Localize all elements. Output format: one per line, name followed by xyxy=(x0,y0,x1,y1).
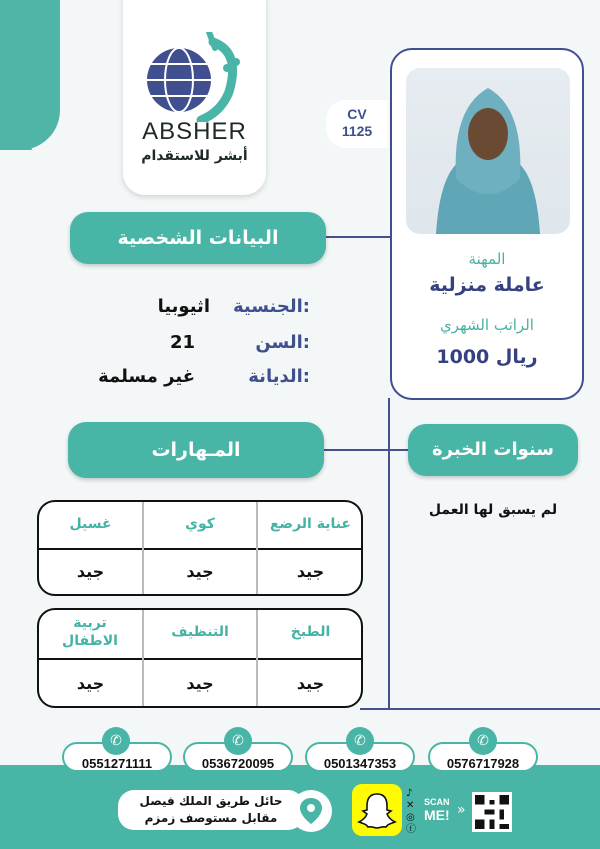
phone-icon: ✆ xyxy=(346,727,374,755)
skill-rating: جيد xyxy=(76,674,105,693)
x-icon[interactable]: ✕ xyxy=(406,800,415,811)
phone-icon: ✆ xyxy=(469,727,497,755)
skill-name: عناية الرضع xyxy=(269,516,351,532)
age-label: السن: xyxy=(255,332,310,353)
phone-number[interactable]: 0536720095 xyxy=(183,742,293,772)
skill-rating: جيد xyxy=(186,562,214,581)
experience-heading: سنوات الخبرة xyxy=(408,424,578,476)
tiktok-icon[interactable]: ♪ xyxy=(406,788,413,799)
location-pin-icon[interactable] xyxy=(290,790,332,832)
cv-number: 1125 xyxy=(341,123,373,139)
address xyxy=(118,790,304,830)
phone-number[interactable]: 0551271111 xyxy=(62,742,172,772)
skill-name: كوي xyxy=(185,516,215,532)
facebook-icon[interactable]: ⓕ xyxy=(406,824,416,835)
chevrons-icon: » xyxy=(457,802,466,818)
personal-heading: البيانات الشخصية xyxy=(70,212,326,264)
skill-name: غسيل xyxy=(69,516,112,532)
connector-skills xyxy=(323,449,409,451)
skills-table-2 xyxy=(37,608,363,708)
connector-bottom xyxy=(360,708,600,710)
phone-number[interactable]: 0576717928 xyxy=(428,742,538,772)
nationality-label: الجنسية: xyxy=(232,296,310,317)
age-value: 21 xyxy=(169,332,195,353)
cv-tag xyxy=(326,100,388,148)
skill-rating: جيد xyxy=(296,562,325,581)
profession-value: عاملة منزلية xyxy=(429,274,545,296)
globe-logo-icon xyxy=(141,32,251,122)
qr-code[interactable] xyxy=(472,792,512,832)
me-text: ME! xyxy=(424,807,450,823)
person-photo-icon xyxy=(406,68,570,234)
instagram-icon[interactable]: ◎ xyxy=(406,812,415,823)
profession-label: المهنة xyxy=(468,250,506,268)
skill-rating: جيد xyxy=(76,562,105,581)
religion-label: الديانة: xyxy=(248,366,310,387)
scan-text: SCAN xyxy=(424,797,450,807)
salary-label: الراتب الشهري xyxy=(440,316,534,334)
phone-icon: ✆ xyxy=(102,727,130,755)
address-line-2: مقابل مستوصف زمزم xyxy=(144,811,278,825)
skill-name: الطبخ xyxy=(290,624,331,640)
worker-photo xyxy=(406,68,570,234)
brand-name-ar: أبشر للاستقدام xyxy=(141,148,248,164)
nationality-value: اثيوبيا xyxy=(157,296,210,317)
cv-label: CV xyxy=(347,106,367,122)
experience-value: لم يسبق لها العمل xyxy=(428,502,558,518)
skills-table-1 xyxy=(37,500,363,596)
skill-rating: جيد xyxy=(296,674,325,693)
top-left-accent xyxy=(0,0,60,150)
skill-name: تربية الاطفال xyxy=(62,615,118,649)
salary-value: 1000 ريال xyxy=(436,346,538,368)
skills-heading: المـهارات xyxy=(68,422,324,478)
scan-me xyxy=(424,797,450,823)
brand-name-en: ABSHER xyxy=(142,118,247,145)
logo-card xyxy=(123,0,266,195)
phone-icon: ✆ xyxy=(224,727,252,755)
phone-number[interactable]: 0501347353 xyxy=(305,742,415,772)
connector-personal xyxy=(323,236,390,238)
snapchat-icon[interactable] xyxy=(352,784,402,836)
social-icons xyxy=(406,788,418,836)
address-line-1: حائل طريق الملك فيصل xyxy=(139,794,283,808)
skill-rating: جيد xyxy=(186,674,214,693)
religion-value: غير مسلمة xyxy=(98,366,195,387)
profile-card xyxy=(390,48,584,400)
skill-name: التنظيف xyxy=(171,624,229,640)
connector-vertical xyxy=(388,398,390,710)
